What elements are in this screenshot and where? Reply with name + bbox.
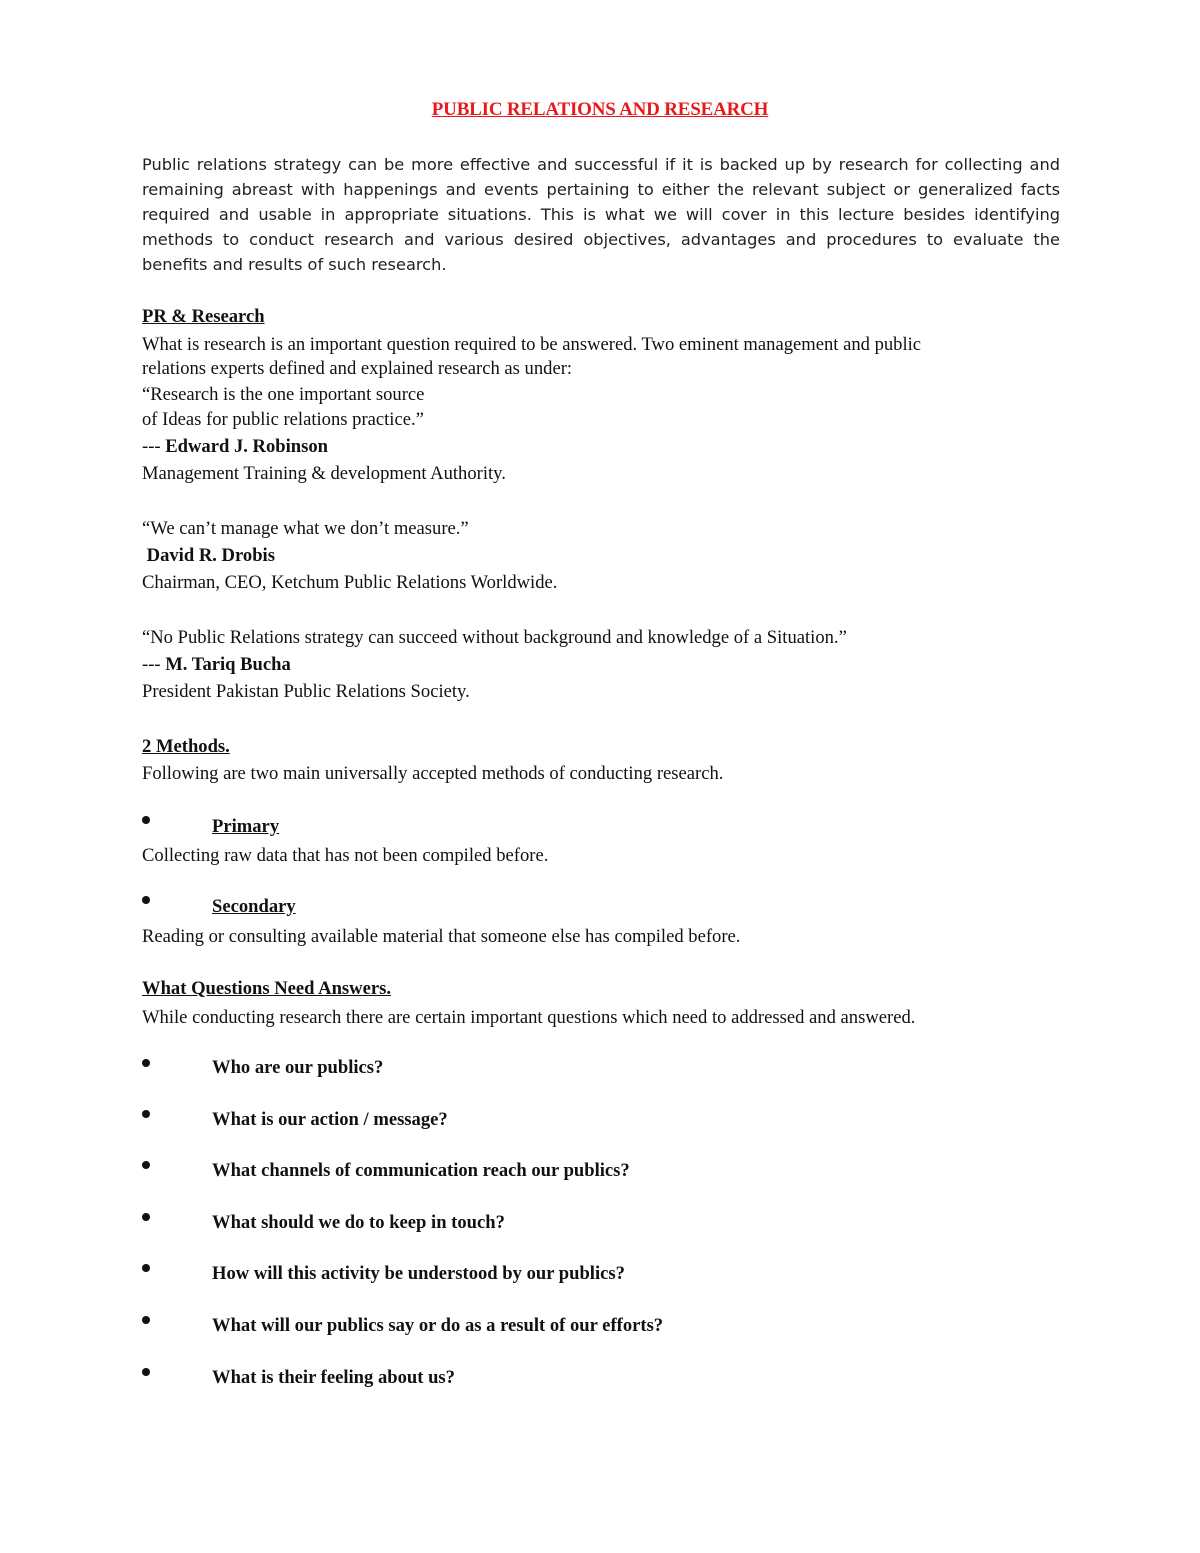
quote-2-author: David R. Drobis (142, 545, 275, 566)
attribution-dashes: --- (142, 436, 166, 457)
pr-research-line-2: relations experts defined and explained research as under: (142, 358, 573, 379)
questions-intro: While conducting research there are certain important questions which need to addressed and answered. (142, 1007, 916, 1028)
question-item: How will this activity be understood by our publics? (212, 1263, 625, 1284)
quote-1-role: Management Training & development Authority. (142, 463, 506, 484)
pr-research-line-1: What is research is an important question required to be answered. Two eminent management and public (142, 334, 922, 355)
bullet-icon (142, 1059, 150, 1067)
method-desc-secondary: Reading or consulting available material that someone else has compiled before. (142, 926, 741, 947)
section-heading-questions: What Questions Need Answers. (142, 978, 391, 999)
question-item: What is their feeling about us? (212, 1367, 455, 1388)
bullet-icon (142, 1213, 150, 1221)
attribution-dashes: --- (142, 654, 166, 675)
quote-3-attribution (142, 654, 291, 676)
quote-3-role: President Pakistan Public Relations Society. (142, 681, 470, 702)
question-item: What will our publics say or do as a result of our efforts? (212, 1315, 664, 1336)
intro-paragraph: Public relations strategy can be more effective and successful if it is backed up by research for collecting and remaining abreast with happenings and events pertaining to either the relevant subject or generalized facts required and usable in appropriate situations. This is what we will cover in this lecture besides identifying methods to conduct research and various desired objectives, advantages and procedures to evaluate the benefits and results of such research. (142, 155, 1060, 274)
bullet-icon (142, 1368, 150, 1376)
document-title: PUBLIC RELATIONS AND RESEARCH (431, 99, 769, 120)
question-item: Who are our publics? (212, 1057, 384, 1078)
bullet-icon (142, 816, 150, 824)
bullet-icon (142, 1316, 150, 1324)
bullet-icon (142, 1264, 150, 1272)
quote-1-line-1: “Research is the one important source (142, 384, 425, 405)
bullet-icon (142, 896, 150, 904)
question-item: What channels of communication reach our publics? (212, 1160, 630, 1181)
bullet-icon (142, 1110, 150, 1118)
method-desc-primary: Collecting raw data that has not been compiled before. (142, 845, 549, 866)
question-item: What should we do to keep in touch? (212, 1212, 505, 1233)
quote-2-line-1: “We can’t manage what we don’t measure.” (142, 518, 469, 539)
section-heading-pr-research: PR & Research (142, 306, 265, 327)
quote-3-line-1: “No Public Relations strategy can succeed without background and knowledge of a Situation.” (142, 627, 847, 648)
quote-1-author: Edward J. Robinson (165, 436, 328, 457)
method-label-primary: Primary (212, 816, 280, 837)
methods-intro: Following are two main universally accepted methods of conducting research. (142, 763, 724, 784)
question-item: What is our action / message? (212, 1109, 448, 1130)
bullet-icon (142, 1161, 150, 1169)
quote-2-role: Chairman, CEO, Ketchum Public Relations Worldwide. (142, 572, 558, 593)
section-heading-methods: 2 Methods. (142, 736, 230, 757)
quote-1-attribution (142, 436, 328, 458)
quote-3-author: M. Tariq Bucha (165, 654, 291, 675)
method-label-secondary: Secondary (212, 896, 296, 917)
quote-1-line-2: of Ideas for public relations practice.” (142, 409, 424, 430)
